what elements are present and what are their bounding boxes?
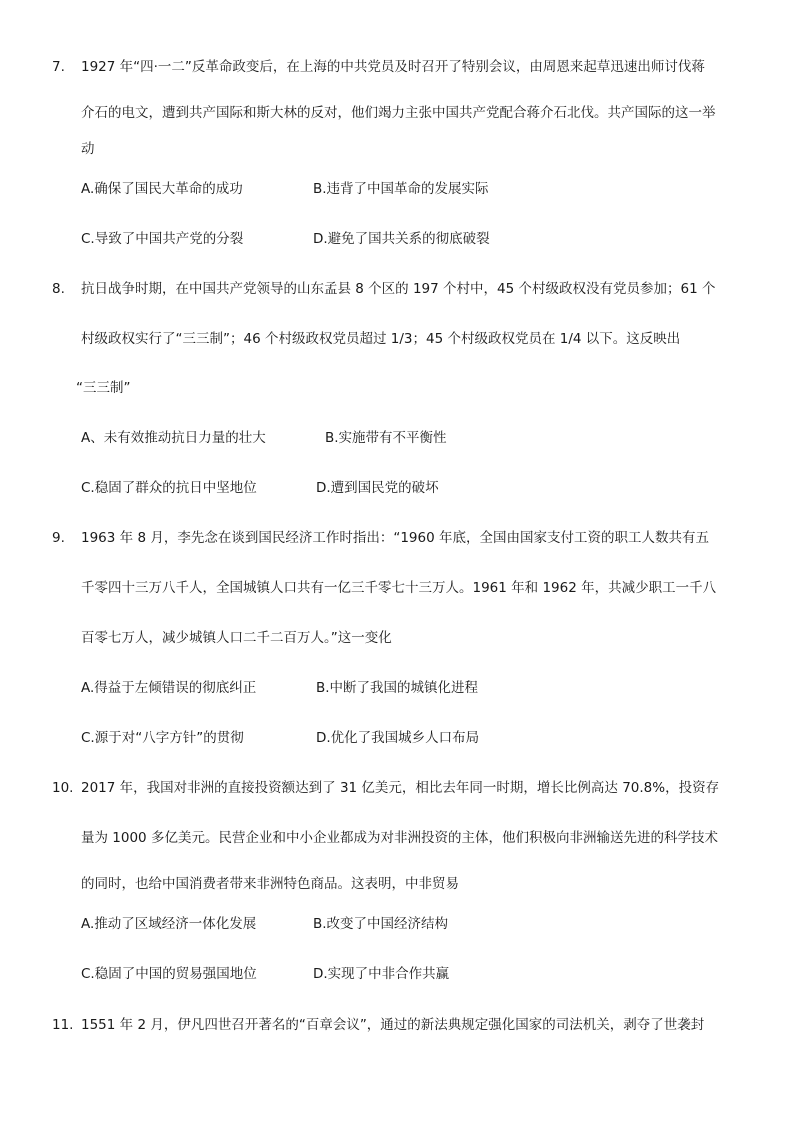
option-a: A.推动了区域经济一体化发展 <box>81 916 257 932</box>
question-number: 7. <box>52 59 65 75</box>
question-text-line: 1927 年“四·一二”反革命政变后，在上海的中共党员及时召开了特别会议，由周恩来起草迅速出师讨伐蒋 <box>81 59 705 75</box>
option-b: B.实施带有不平衡性 <box>325 430 447 446</box>
question-text-line: “三三制” <box>76 380 131 396</box>
option-d: D.避免了国共关系的彻底破裂 <box>313 231 490 247</box>
option-b: B.违背了中国革命的发展实际 <box>313 181 489 197</box>
option-b: B.改变了中国经济结构 <box>313 916 449 932</box>
option-c: C.稳固了群众的抗日中坚地位 <box>81 480 257 496</box>
option-b: B.中断了我国的城镇化进程 <box>316 680 479 696</box>
option-c: C.稳固了中国的贸易强国地位 <box>81 966 257 982</box>
option-c: C.源于对“八字方针”的贯彻 <box>81 730 244 746</box>
question-number: 9. <box>52 530 65 546</box>
question-text-line: 1963 年 8 月，李先念在谈到国民经济工作时指出：“1960 年底，全国由国家支付工资的职工人数共有五 <box>81 530 709 546</box>
question-text-line: 村级政权实行了“三三制”；46 个村级政权党员超过 1/3；45 个村级政权党员在 1/4 以下。这反映出 <box>81 331 681 347</box>
question-text-line: 2017 年，我国对非洲的直接投资额达到了 31 亿美元，相比去年同一时期，增长比例高达 70.8%，投资存 <box>81 780 720 796</box>
question-text-line: 1551 年 2 月，伊凡四世召开著名的“百章会议”，通过的新法典规定强化国家的司法机关，剥夺了世袭封 <box>81 1017 705 1033</box>
question-text-line: 介石的电文，遭到共产国际和斯大林的反对，他们竭力主张中国共产党配合蒋介石北伐。共产国际的这一举 <box>81 105 716 121</box>
option-a: A.确保了国民大革命的成功 <box>81 181 243 197</box>
option-d: D.实现了中非合作共赢 <box>313 966 450 982</box>
option-c: C.导致了中国共产党的分裂 <box>81 231 244 247</box>
question-text-line: 动 <box>81 141 95 157</box>
option-d: D.优化了我国城乡人口布局 <box>316 730 480 746</box>
question-text-line: 量为 1000 多亿美元。民营企业和中小企业都成为对非洲投资的主体，他们积极向非洲输送先进的科学技术 <box>81 830 718 846</box>
question-text-line: 千零四十三万八千人，全国城镇人口共有一亿三千零七十三万人。1961 年和 1962 年，共减少职工一千八 <box>81 580 717 596</box>
question-number: 8. <box>52 281 65 297</box>
option-d: D.遭到国民党的破坏 <box>316 480 439 496</box>
option-a: A、未有效推动抗日力量的壮大 <box>81 430 266 446</box>
question-number: 10. <box>52 780 74 796</box>
question-number: 11. <box>52 1017 74 1033</box>
option-a: A.得益于左倾错误的彻底纠正 <box>81 680 257 696</box>
question-text-line: 的同时，也给中国消费者带来非洲特色商品。这表明，中非贸易 <box>81 876 459 892</box>
question-text-line: 百零七万人，减少城镇人口二千二百万人。”这一变化 <box>81 630 392 646</box>
question-text-line: 抗日战争时期，在中国共产党领导的山东孟县 8 个区的 197 个村中，45 个村级政权没有党员参加；61 个 <box>81 281 716 297</box>
